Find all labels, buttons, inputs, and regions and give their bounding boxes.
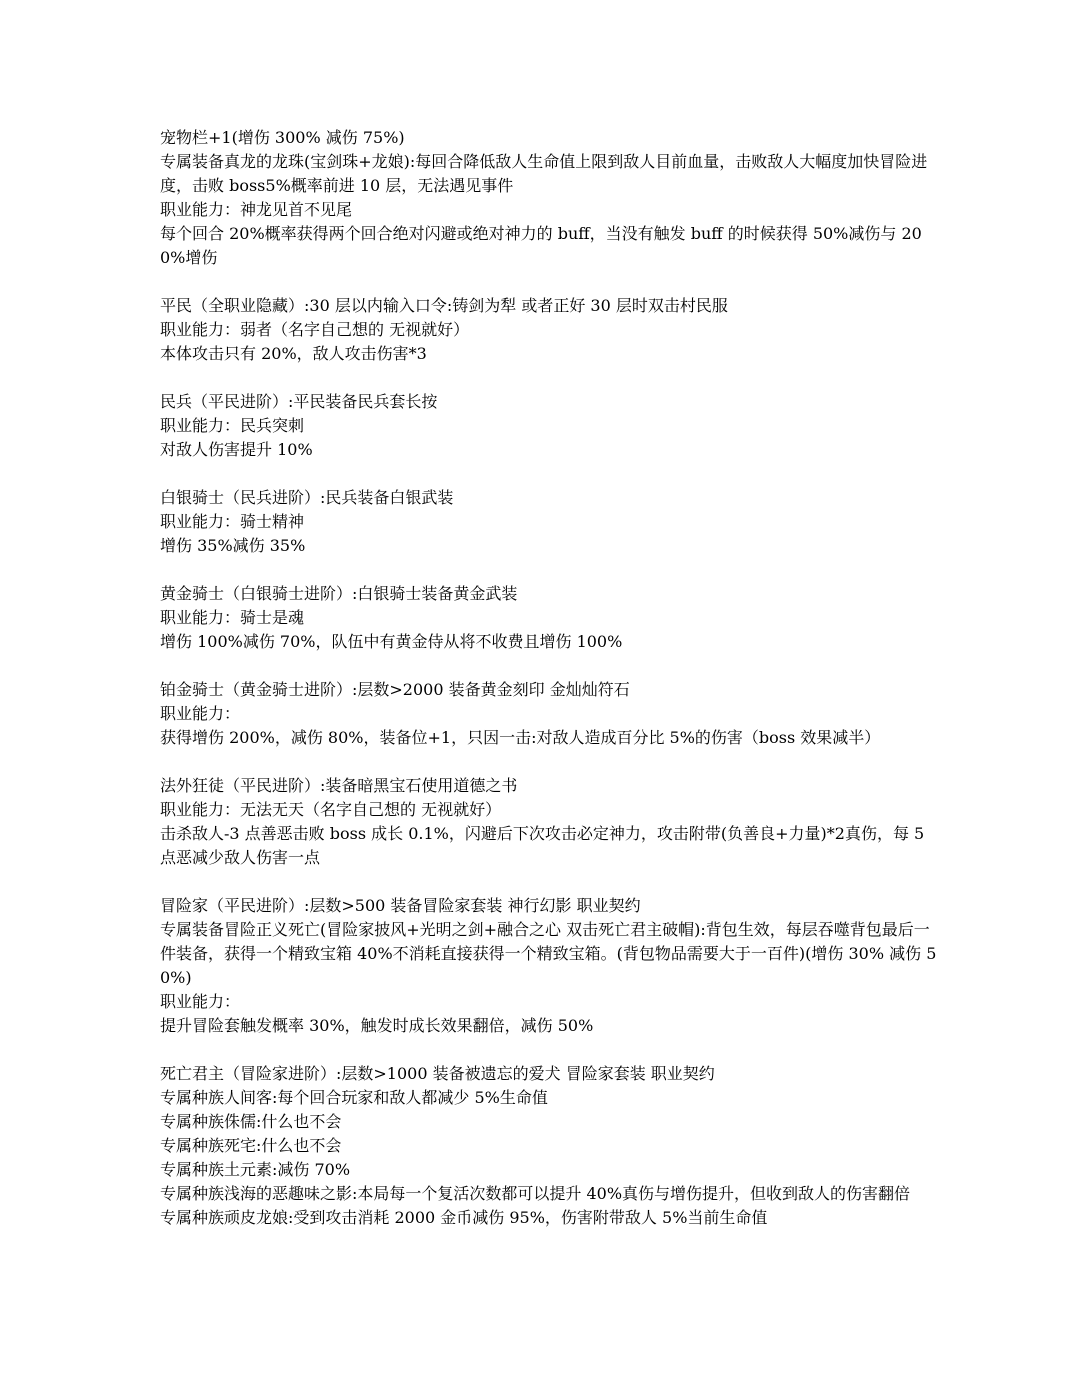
text-line: 职业能力：民兵突刺 [160, 416, 305, 435]
text-line: 专属种族浅海的恶趣味之影:本局每一个复活次数都可以提升 40%真伤与增伤提升，但收到敌人的伤害翻倍 [160, 1184, 911, 1203]
text-line: 黄金骑士（白银骑士进阶）:白银骑士装备黄金武装 [160, 584, 518, 603]
text-line: 民兵（平民进阶）:平民装备民兵套长按 [160, 392, 438, 411]
text-line: 专属种族侏儒:什么也不会 [160, 1112, 342, 1131]
section-civilian [160, 294, 940, 366]
text-line: 职业能力： [160, 992, 241, 1011]
text-line: 铂金骑士（黄金骑士进阶）:层数>2000 装备黄金刻印 金灿灿符石 [160, 680, 630, 699]
section-dragon [160, 126, 940, 270]
text-line: 宠物栏+1(增伤 300% 减伤 75%) [160, 128, 405, 147]
section-silver-knight [160, 486, 940, 558]
text-line: 专属种族土元素:减伤 70% [160, 1160, 351, 1179]
text-line: 平民（全职业隐藏）:30 层以内输入口令:铸剑为犁 或者正好 30 层时双击村民服 [160, 296, 728, 315]
section-adventurer [160, 894, 940, 1038]
text-line: 提升冒险套触发概率 30%，触发时成长效果翻倍，减伤 50% [160, 1016, 594, 1035]
section-gold-knight [160, 582, 940, 654]
section-outlaw [160, 774, 940, 870]
text-line: 冒险家（平民进阶）:层数>500 装备冒险家套装 神行幻影 职业契约 [160, 896, 641, 915]
text-line: 职业能力：弱者（名字自己想的 无视就好） [160, 320, 470, 339]
document-page [160, 126, 940, 1254]
text-line: 专属装备冒险正义死亡(冒险家披风+光明之剑+融合之心 双击死亡君主破帽):背包生效，每层吞噬背包最后一件装备，获得一个精致宝箱 40%不消耗直接获得一个精致宝箱。(背包物品需要大于一百件)(增伤 30% 减伤 50%) [160, 920, 937, 987]
text-line: 专属种族人间客:每个回合玩家和敌人都减少 5%生命值 [160, 1088, 548, 1107]
section-platinum-knight [160, 678, 940, 750]
section-death-lord [160, 1062, 940, 1230]
section-militia [160, 390, 940, 462]
text-line: 专属种族顽皮龙娘:受到攻击消耗 2000 金币减伤 95%，伤害附带敌人 5%当前生命值 [160, 1208, 768, 1227]
text-line: 职业能力：骑士精神 [160, 512, 305, 531]
text-line: 专属种族死宅:什么也不会 [160, 1136, 342, 1155]
text-line: 每个回合 20%概率获得两个回合绝对闪避或绝对神力的 buff，当没有触发 buff 的时候获得 50%减伤与 200%增伤 [160, 224, 922, 267]
text-line: 专属装备真龙的龙珠(宝剑珠+龙娘):每回合降低敌人生命值上限到敌人目前血量，击败敌人大幅度加快冒险进度，击败 boss5%概率前进 10 层，无法遇见事件 [160, 152, 928, 195]
text-line: 增伤 100%减伤 70%，队伍中有黄金侍从将不收费且增伤 100% [160, 632, 623, 651]
text-line: 增伤 35%减伤 35% [160, 536, 306, 555]
text-line: 白银骑士（民兵进阶）:民兵装备白银武装 [160, 488, 454, 507]
text-line: 职业能力：神龙见首不见尾 [160, 200, 353, 219]
text-line: 对敌人伤害提升 10% [160, 440, 313, 459]
text-line: 法外狂徒（平民进阶）:装备暗黑宝石使用道德之书 [160, 776, 518, 795]
text-line: 本体攻击只有 20%，敌人攻击伤害*3 [160, 344, 427, 363]
text-line: 死亡君主（冒险家进阶）:层数>1000 装备被遗忘的爱犬 冒险家套装 职业契约 [160, 1064, 715, 1083]
text-line: 职业能力：骑士是魂 [160, 608, 305, 627]
text-line: 职业能力：无法无天（名字自己想的 无视就好） [160, 800, 502, 819]
text-line: 职业能力： [160, 704, 241, 723]
text-line: 获得增伤 200%，减伤 80%，装备位+1，只因一击:对敌人造成百分比 5%的伤害（boss 效果减半） [160, 728, 881, 747]
text-line: 击杀敌人-3 点善恶击败 boss 成长 0.1%，闪避后下次攻击必定神力，攻击附带(负善良+力量)*2真伤，每 5 点恶减少敌人伤害一点 [160, 824, 925, 867]
